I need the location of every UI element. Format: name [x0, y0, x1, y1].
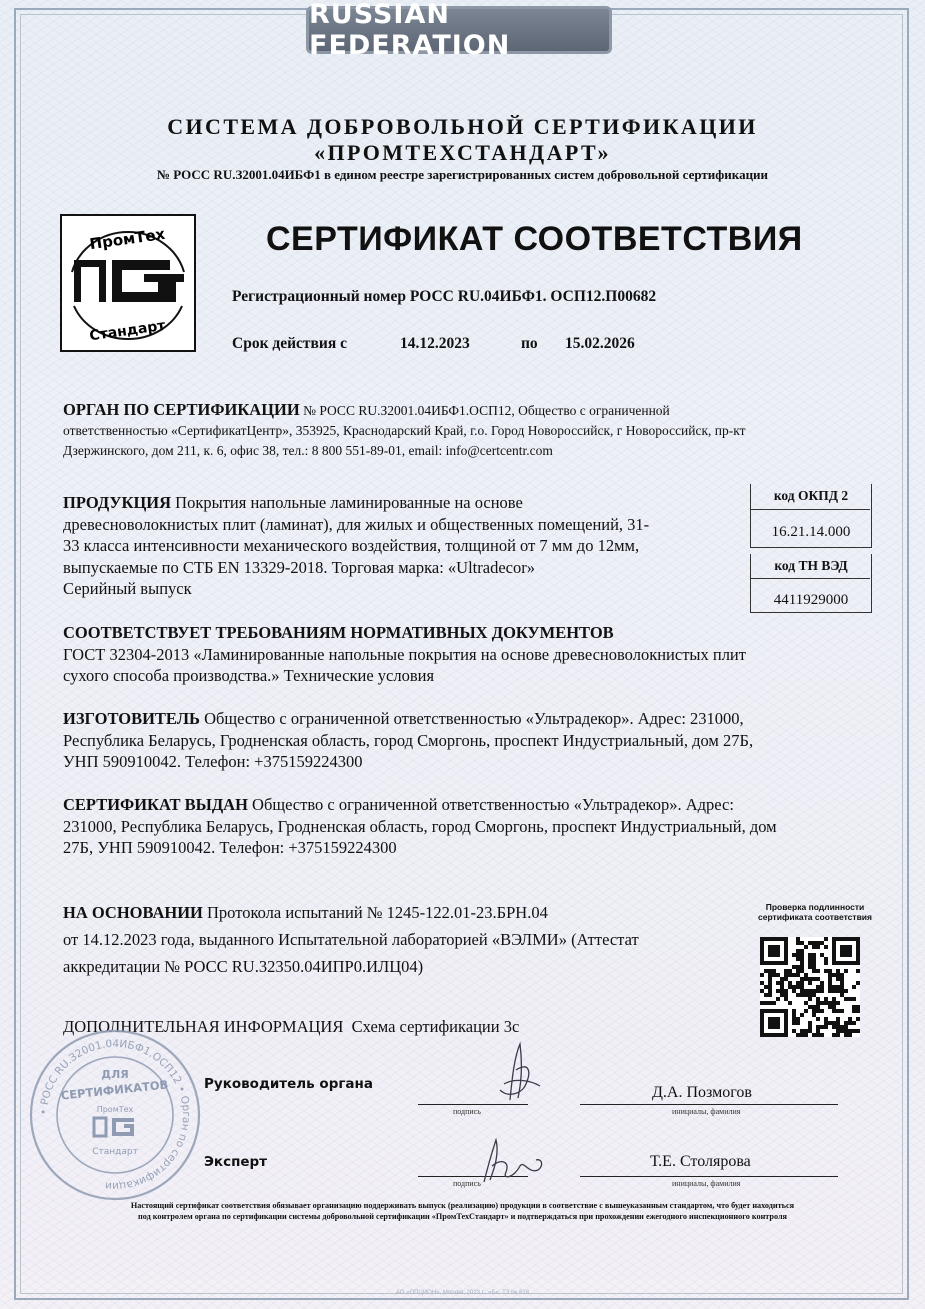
issued-section [63, 794, 777, 859]
additional-value: Схема сертификации 3с [351, 1017, 520, 1036]
head-name-caption: инициалы, фамилия [672, 1107, 741, 1116]
banner [306, 0, 612, 61]
okpd-box [750, 484, 872, 548]
stamp-inner1: ДЛЯ [101, 1068, 129, 1081]
issued-line2: 231000, Республика Беларусь, Гродненская область, город Сморгонь, проспект Индустриальный, дом [63, 816, 777, 836]
round-stamp [26, 1026, 204, 1204]
requirements-section [63, 622, 746, 687]
system-name-line1: СИСТЕМА ДОБРОВОЛЬНОЙ СЕРТИФИКАЦИИ [167, 114, 758, 139]
organ-section [63, 400, 746, 461]
okpd-divider [750, 509, 870, 510]
validity-to: 15.02.2026 [565, 335, 635, 352]
stamp-small: ПромТех [96, 1105, 134, 1114]
expert-name-line [580, 1176, 838, 1177]
validity-to-label: по [521, 335, 538, 352]
expert-name: Т.Е. Столярова [650, 1153, 751, 1170]
issued-heading: СЕРТИФИКАТ ВЫДАН [63, 795, 248, 814]
validity-from: 14.12.2023 [400, 335, 470, 352]
product-line3: 33 класса интенсивности механического воздействия, толщиной от 7 мм до 12мм, [63, 536, 640, 555]
certificate-title: СЕРТИФИКАТ СООТВЕТСТВИЯ [266, 220, 803, 258]
organ-line1: № РОСС RU.З2001.04ИБФ1.ОСП12, Общество с ограниченной [303, 403, 670, 418]
manufacturer-heading: ИЗГОТОВИТЕЛЬ [63, 709, 200, 728]
svg-text:• РОСС RU.З2001.04ИБФ1.ОСП12 • [38, 1038, 192, 1192]
head-signature-caption: подпись [453, 1107, 481, 1116]
tnved-box [750, 554, 872, 613]
additional-label: ДОПОЛНИТЕЛЬНАЯ ИНФОРМАЦИЯ [63, 1017, 344, 1036]
head-name: Д.А. Позмогов [652, 1084, 752, 1101]
product-section [63, 492, 649, 600]
qr-caption-line2: сертификата соответствия [758, 912, 872, 922]
expert-name-caption: инициалы, фамилия [672, 1179, 741, 1188]
qr-code[interactable] [760, 937, 860, 1037]
footer-line2: под контролем органа по сертификации системы добровольной сертификации «ПромТехСтандарт» и подтверждаться при прохождении ежегодного инспекционного контроля [138, 1212, 787, 1221]
basis-line2: от 14.12.2023 года, выданного Испытательной лабораторией «ВЭЛМИ» (Аттестат [63, 930, 639, 949]
banner-text: RUSSIAN FEDERATION [309, 0, 511, 61]
stamp-ring-text: • РОСС RU.З2001.04ИБФ1.ОСП12 • Орган по сертификации [37, 1037, 193, 1193]
logo-bottom-text: Стандарт [88, 317, 167, 345]
qr-caption-line1: Проверка подлинности [765, 902, 865, 912]
okpd-value: 16.21.14.000 [771, 524, 851, 540]
registration-number: Регистрационный номер РОСС RU.04ИБФ1. ОСП12.П00682 [232, 288, 657, 305]
footer-note [40, 1200, 885, 1222]
organ-line3: Дзержинского, дом 211, к. 6, офис 38, тел.: 8 800 551-89-01, email: info@certcentr.com [63, 443, 553, 458]
product-line5: Серийный выпуск [63, 579, 192, 598]
issued-line3: 27Б, УНП 590910042. Телефон: +375159224300 [63, 838, 397, 857]
product-line1: Покрытия напольные ламинированные на основе [175, 493, 523, 512]
promtehstandart-logo [60, 214, 196, 352]
product-heading: ПРОДУКЦИЯ [63, 493, 172, 512]
registry-line: № РОСС RU.З2001.04ИБФ1 в едином реестре зарегистрированных систем добровольной сертификации [156, 167, 769, 182]
okpd-label: код ОКПД 2 [773, 488, 849, 503]
basis-line1: Протокола испытаний № 1245-122.01-23.БРН.04 [207, 903, 548, 922]
manufacturer-section [63, 708, 753, 773]
basis-heading: НА ОСНОВАНИИ [63, 903, 203, 922]
requirements-heading: СООТВЕТСТВУЕТ ТРЕБОВАНИЯМ НОРМАТИВНЫХ ДОКУМЕНТОВ [63, 623, 614, 642]
tnved-label: код ТН ВЭД [774, 558, 848, 573]
basis-section [63, 899, 639, 980]
requirements-line2: сухого способа производства.» Технические условия [63, 666, 435, 685]
expert-role: Эксперт [204, 1154, 268, 1170]
issued-line1: Общество с ограниченной ответственностью «Ультрадекор». Адрес: [252, 795, 734, 814]
expert-signature-caption: подпись [453, 1179, 481, 1188]
organ-heading: ОРГАН ПО СЕРТИФИКАЦИИ [63, 400, 300, 419]
basis-line3: аккредитации № РОСС RU.32350.04ИПР0.ИЛЦ04) [63, 957, 424, 976]
footer-line1: Настоящий сертификат соответствия обязывает организацию поддерживать выпуск (реализацию) продукции в соответствие с вышеуказанным стандартом, что будет находиться [130, 1201, 795, 1210]
head-role: Руководитель органа [204, 1076, 373, 1092]
tnved-value: 4411929000 [773, 592, 849, 608]
tnved-divider [750, 578, 870, 579]
stamp-bottom: Стандарт [92, 1147, 138, 1157]
system-name-line2: «ПРОМТЕХСТАНДАРТ» [314, 140, 611, 165]
product-line2: древесноволокнистых плит (ламинат), для жилых и общественных помещений, 31- [63, 514, 650, 534]
validity-label: Срок действия с [232, 335, 347, 352]
head-signature [470, 1040, 560, 1106]
expert-signature [462, 1130, 562, 1186]
product-line4: выпускаемые по СТБ EN 13329-2018. Торговая марка: «Ultradecor» [63, 557, 535, 577]
logo-top-text: ПромТех [88, 224, 167, 254]
organ-line2: ответственностью «СертификатЦентр», 353925, Краснодарский Край, г.о. Город Новороссийск, г Новороссийск, пр-кт [63, 423, 746, 438]
manufacturer-line1: Общество с ограниченной ответственностью «Ультрадекор». Адрес: 231000, [204, 709, 744, 728]
printer-imprint: АО «ОПЦИОН», Москва, 2023 г., «Б», ТЗ № 618 [395, 1290, 530, 1296]
manufacturer-line3: УНП 590910042. Телефон: +375159224300 [63, 752, 363, 771]
requirements-line1: ГОСТ 32304-2013 «Ламинированные напольные покрытия на основе древесноволокнистых плит [63, 644, 746, 664]
head-name-line [580, 1104, 838, 1105]
stamp-inner2: СЕРТИФИКАТОВ [60, 1077, 169, 1103]
manufacturer-line2: Республика Беларусь, Гродненская область, город Сморгонь, проспект Индустриальный, дом 27Б, [63, 730, 754, 750]
